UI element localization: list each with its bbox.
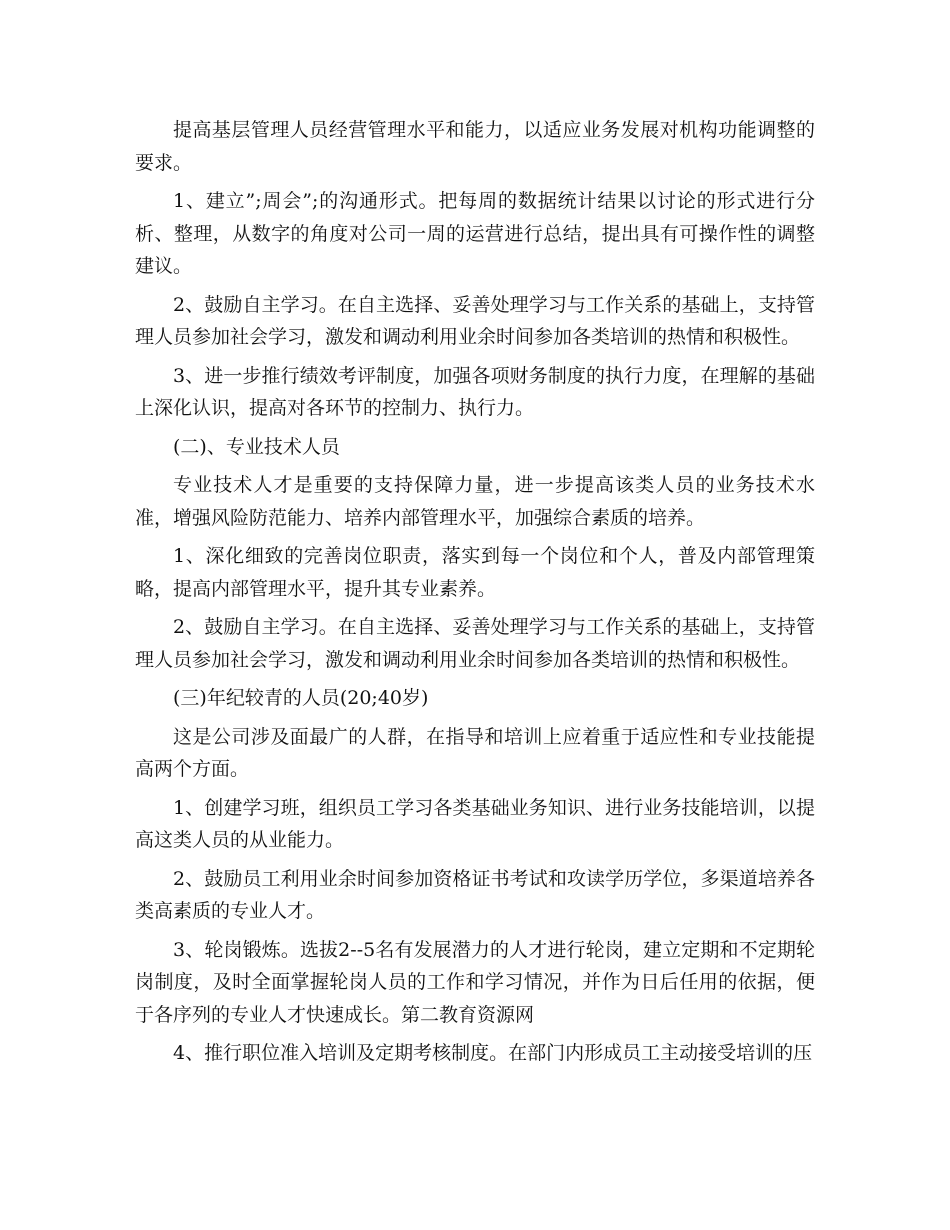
paragraph-performance-review: 3、进一步推行绩效考评制度，加强各项财务制度的执行力度，在理解的基础上深化认识，提高对各环节的控制力、执行力。	[135, 364, 815, 419]
paragraph-weekly-meeting: 1、建立”;周会”;的沟通形式。把每周的数据统计结果以讨论的形式进行分析、整理，从数字的角度对公司一周的运营进行总结，提出具有可操作性的调整建议。	[135, 190, 815, 277]
paragraph-admission-training: 4、推行职位准入培训及定期考核制度。在部门内形成员工主动接受培训的压	[173, 1042, 813, 1064]
paragraph-self-study-1: 2、鼓励自主学习。在自主选择、妥善处理学习与工作关系的基础上，支持管理人员参加社会学习，激发和调动利用业余时间参加各类培训的热情和积极性。	[135, 293, 815, 348]
paragraph-technical-intro: 专业技术人才是重要的支持保障力量，进一步提高该类人员的业务技术水准，增强风险防范能力、培养内部管理水平，加强综合素质的培养。	[135, 474, 815, 529]
paragraph-study-class: 1、创建学习班，组织员工学习各类基础业务知识、进行业务技能培训，以提高这类人员的从业能力。	[135, 796, 815, 851]
paragraph-young-intro: 这是公司涉及面最广的人群，在指导和培训上应着重于适应性和专业技能提高两个方面。	[135, 725, 815, 780]
paragraph-management-goal: 提高基层管理人员经营管理水平和能力，以适应业务发展对机构功能调整的要求。	[135, 119, 815, 174]
paragraph-self-study-2: 2、鼓励自主学习。在自主选择、妥善处理学习与工作关系的基础上，支持管理人员参加社会学习，激发和调动利用业余时间参加各类培训的热情和积极性。	[135, 616, 815, 671]
document-body	[135, 114, 815, 1076]
section-heading-technical-staff: (二)、专业技术人员	[173, 435, 340, 458]
section-heading-young-staff: (三)年纪较青的人员(20;40岁)	[173, 687, 429, 709]
paragraph-job-duties: 1、深化细致的完善岗位职责，落实到每一个岗位和个人，普及内部管理策略，提高内部管理水平，提升其专业素养。	[135, 545, 815, 600]
paragraph-job-rotation: 3、轮岗锻炼。选拔2--5名有发展潜力的人才进行轮岗，建立定期和不定期轮岗制度，及时全面掌握轮岗人员的工作和学习情况，并作为日后任用的依据，便于各序列的专业人才快速成长。第二教育资源网	[135, 938, 815, 1026]
paragraph-certification: 2、鼓励员工利用业余时间参加资格证书考试和攻读学历学位，多渠道培养各类高素质的专业人才。	[135, 867, 815, 922]
